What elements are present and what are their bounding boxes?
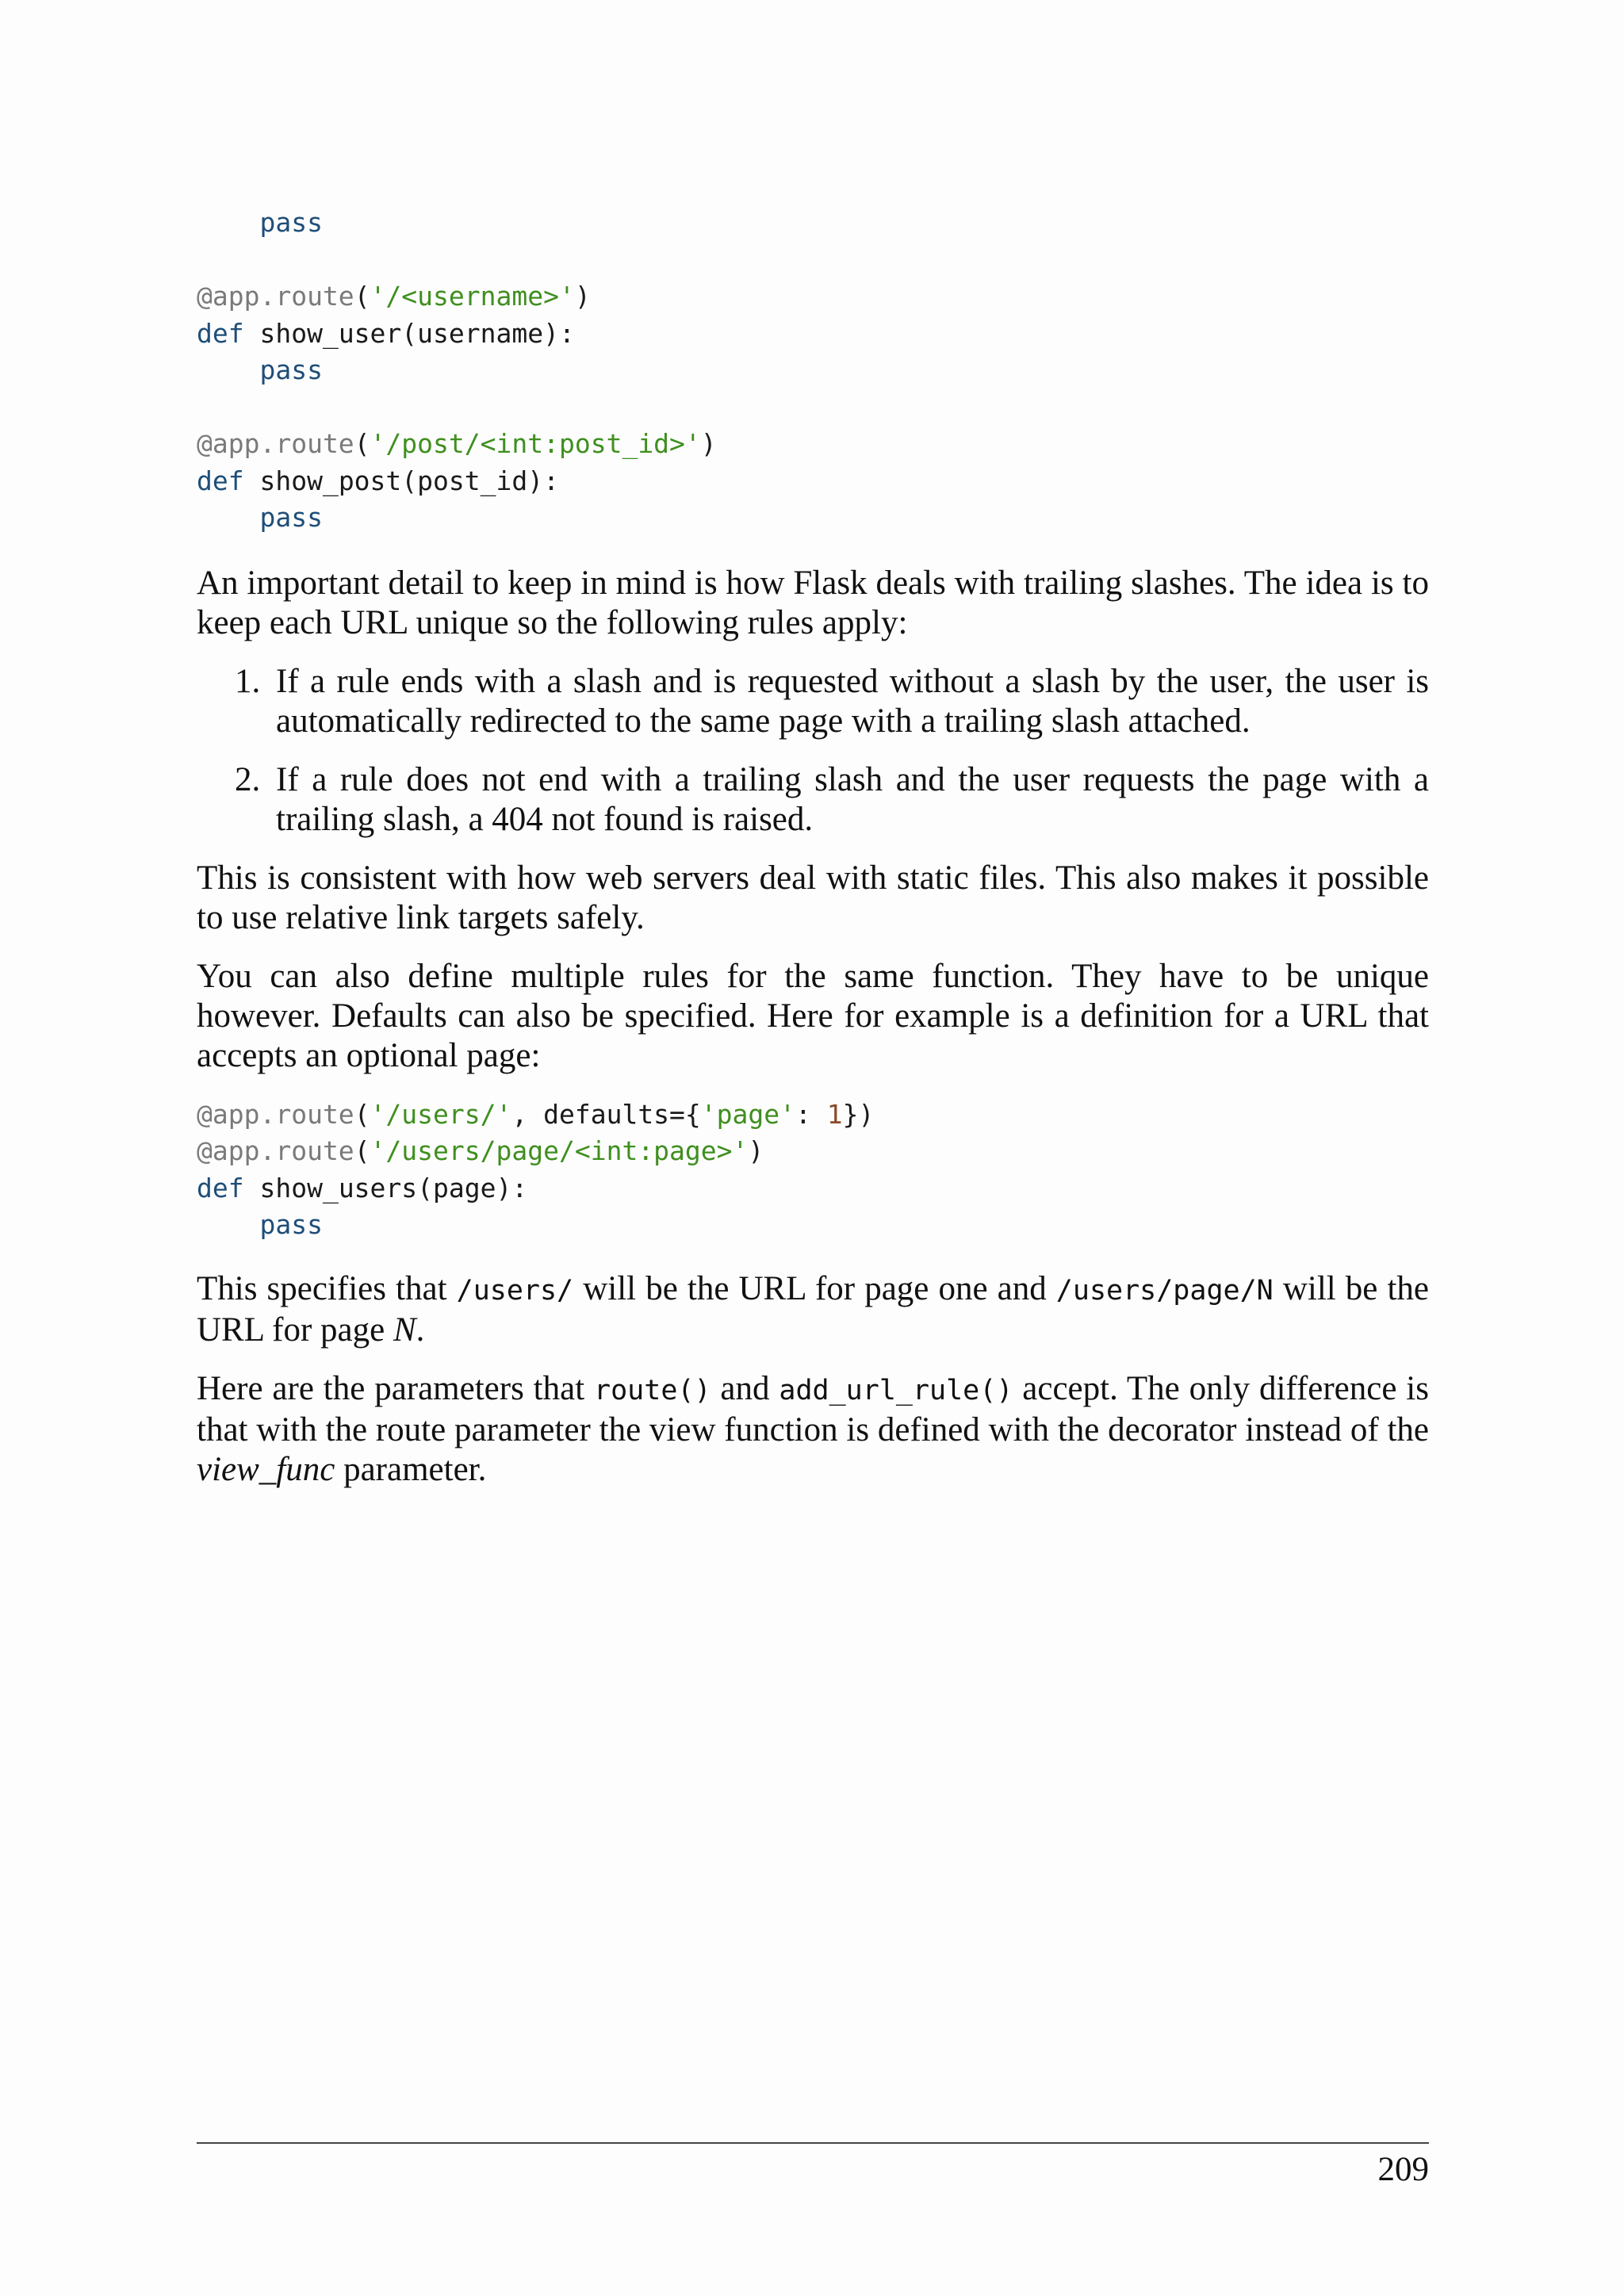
paragraph-parameters: Here are the parameters that route() and add_url_rule() accept. The only difference is that with the route parameter the view function is defined with the decorator instead of the view_func parameter.: [197, 1369, 1429, 1488]
code-line: def show_post(post_id):: [197, 465, 559, 496]
paragraph-users-url: This specifies that /users/ will be the URL for page one and /users/page/N will be the URL for page N.: [197, 1269, 1429, 1349]
paragraph-trailing-slashes: An important detail to keep in mind is how Flask deals with trailing slashes. The idea is to keep each URL unique so the following rules apply:: [197, 564, 1429, 641]
page-number: 209: [1377, 2151, 1429, 2188]
code-string: '/users/page/<int:page>': [370, 1135, 749, 1166]
code-line: @app.route('/post/<int:post_id>'): [197, 428, 717, 459]
code-string: '/users/': [370, 1098, 512, 1130]
emphasis: N: [393, 1311, 416, 1349]
code-line-blank: [197, 389, 1429, 427]
code-line: pass: [197, 502, 323, 533]
inline-code: /users/: [456, 1274, 574, 1307]
code-keyword: def: [197, 1172, 244, 1203]
code-string: 'page': [700, 1098, 796, 1130]
list-item: [197, 760, 1429, 840]
list-item-number: 2.: [235, 760, 261, 798]
emphasis: view_func: [197, 1450, 335, 1488]
code-keyword: def: [197, 317, 244, 349]
list-item: [197, 662, 1429, 741]
list-item-text: If a rule ends with a slash and is requested without a slash by the user, the user is automatically redirected to the same page with a trailing slash attached.: [276, 662, 1429, 740]
code-line-blank: [197, 242, 1429, 279]
page-content: [197, 205, 1429, 1490]
code-block-routes: [197, 205, 1429, 537]
code-string: '/post/<int:post_id>': [370, 428, 701, 459]
code-number: 1: [826, 1098, 843, 1130]
list-item-number: 1.: [235, 662, 261, 700]
code-decorator: @app.route: [197, 1135, 354, 1166]
rules-list: [197, 662, 1429, 840]
code-line: def show_user(username):: [197, 317, 575, 349]
footer-divider: [197, 2142, 1429, 2144]
code-line: @app.route('/users/page/<int:page>'): [197, 1135, 764, 1166]
code-string: '/<username>': [370, 281, 575, 312]
inline-code: /users/page/N: [1055, 1274, 1274, 1307]
code-decorator: @app.route: [197, 428, 354, 459]
paragraph-static-files: This is consistent with how web servers deal with static files. This also makes it possible to use relative link targets safely.: [197, 859, 1429, 936]
code-line: def show_users(page):: [197, 1172, 528, 1203]
code-line: pass: [197, 354, 323, 385]
code-block-defaults: [197, 1096, 1429, 1244]
code-line: pass: [197, 207, 323, 238]
inline-code: add_url_rule(): [779, 1374, 1013, 1406]
code-line: pass: [197, 1209, 323, 1240]
code-line: @app.route('/users/', defaults={'page': 1}): [197, 1098, 875, 1130]
list-item-text: If a rule does not end with a trailing slash and the user requests the page with a trailing slash, a 404 not found is raised.: [276, 760, 1429, 838]
inline-code: route(): [594, 1374, 711, 1406]
paragraph-multiple-rules: You can also define multiple rules for the same function. They have to be unique however. Defaults can also be specified. Here for example is a definition for a URL that accepts an optional page:: [197, 957, 1429, 1074]
code-line: @app.route('/<username>'): [197, 281, 591, 312]
code-keyword: def: [197, 465, 244, 496]
code-decorator: @app.route: [197, 281, 354, 312]
code-decorator: @app.route: [197, 1098, 354, 1130]
